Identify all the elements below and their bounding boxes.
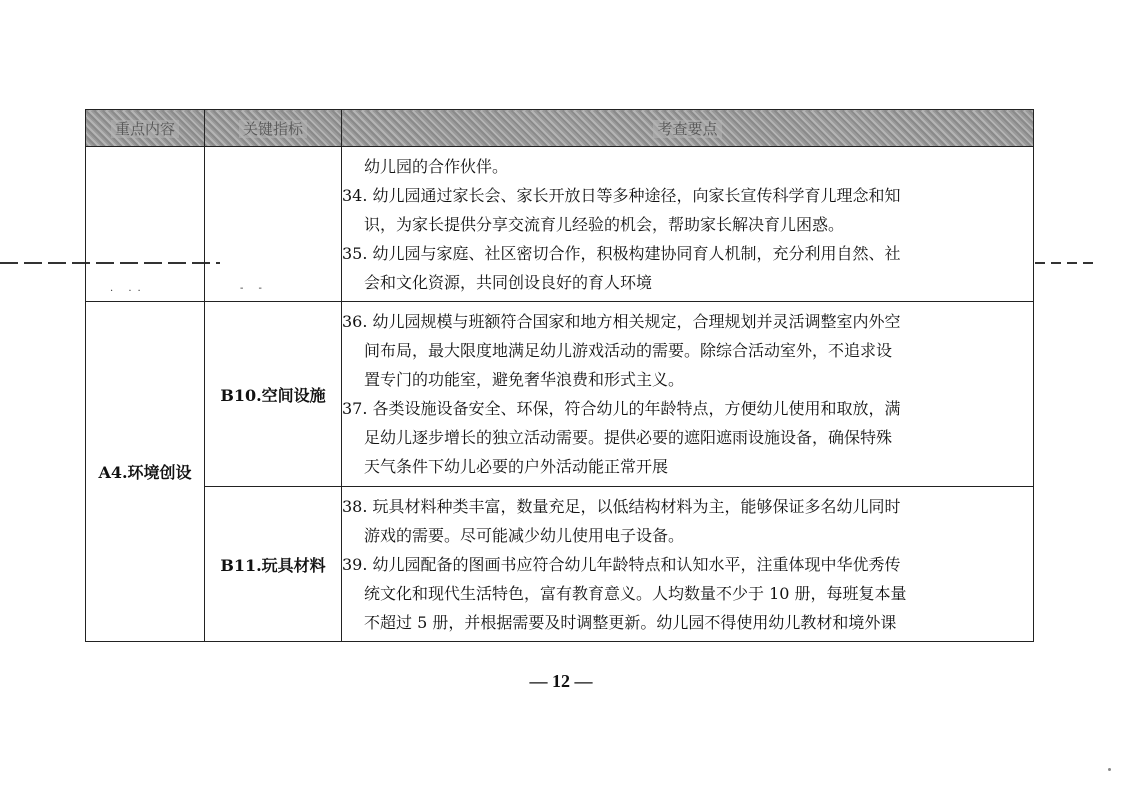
requirement-line: 游戏的需要。尽可能减少幼儿使用电子设备。 (364, 525, 685, 545)
requirement-line: 足幼儿逐步增长的独立活动需要。提供必要的遮阳遮雨设施设备，确保特殊 (364, 428, 893, 447)
key-indicator-b10: B10.空间设施 (205, 302, 342, 487)
table-row (86, 147, 1034, 302)
requirement-line: 37. 各类设施设备安全、环保，符合幼儿的年龄特点，方便幼儿使用和取放，满 (342, 399, 901, 418)
scan-dot (1108, 768, 1111, 771)
page-number: — 12 — (529, 671, 593, 691)
header-review-points: 考查要点 (342, 110, 1034, 147)
requirement-line: 36. 幼儿园规模与班额符合国家和地方相关规定，合理规划并灵活调整室内外空 (342, 312, 901, 331)
requirement-line: 识，为家长提供分享交流育儿经验的机会，帮助家长解决育儿困惑。 (364, 214, 845, 234)
scan-specks: . .. (110, 283, 147, 294)
table-header-row (86, 110, 1034, 147)
requirement-line: 置专门的功能室，避免奢华浪费和形式主义。 (364, 370, 685, 389)
category-cell: A4.环境创设 (86, 302, 205, 642)
header-key-indicator: 关键指标 (205, 110, 342, 147)
requirement-line: 不超过 5 册，并根据需要及时调整更新。幼儿园不得使用幼儿教材和境外课 (364, 612, 897, 632)
empty-category-cell (86, 147, 205, 302)
requirement-line: 间布局，最大限度地满足幼儿游戏活动的需要。除综合活动室外，不追求设 (364, 341, 893, 360)
requirement-line: 会和文化资源，共同创设良好的育人环境 (364, 272, 653, 292)
requirement-line: 幼儿园的合作伙伴。 (364, 156, 509, 176)
header-key-content: 重点内容 (86, 110, 205, 147)
requirement-line: 34. 幼儿园通过家长会、家长开放日等多种途径，向家长宣传科学育儿理念和知 (342, 185, 901, 205)
requirement-line: 统文化和现代生活特色，富有教育意义。人均数量不少于 10 册，每班复本量 (364, 583, 907, 603)
evaluation-table (85, 109, 1034, 642)
requirement-line: 38. 玩具材料种类丰富，数量充足，以低结构材料为主，能够保证多名幼儿同时 (342, 496, 901, 516)
empty-key-cell (205, 147, 342, 302)
requirement-line: 35. 幼儿园与家庭、社区密切合作，积极构建协同育人机制，充分利用自然、社 (342, 243, 901, 263)
table-row (86, 302, 1034, 487)
key-indicator-b11: B11.玩具材料 (205, 487, 342, 642)
table-row (86, 487, 1034, 642)
requirement-line: 39. 幼儿园配备的图画书应符合幼儿年龄特点和认知水平，注重体现中华优秀传 (342, 554, 901, 574)
scan-specks: - - (240, 283, 268, 294)
requirements-cell (342, 487, 1034, 642)
scan-fold-line-right (1035, 262, 1097, 264)
requirement-line: 天气条件下幼儿必要的户外活动能正常开展 (364, 457, 669, 476)
requirements-cell (342, 302, 1034, 487)
requirements-cell (342, 147, 1034, 302)
